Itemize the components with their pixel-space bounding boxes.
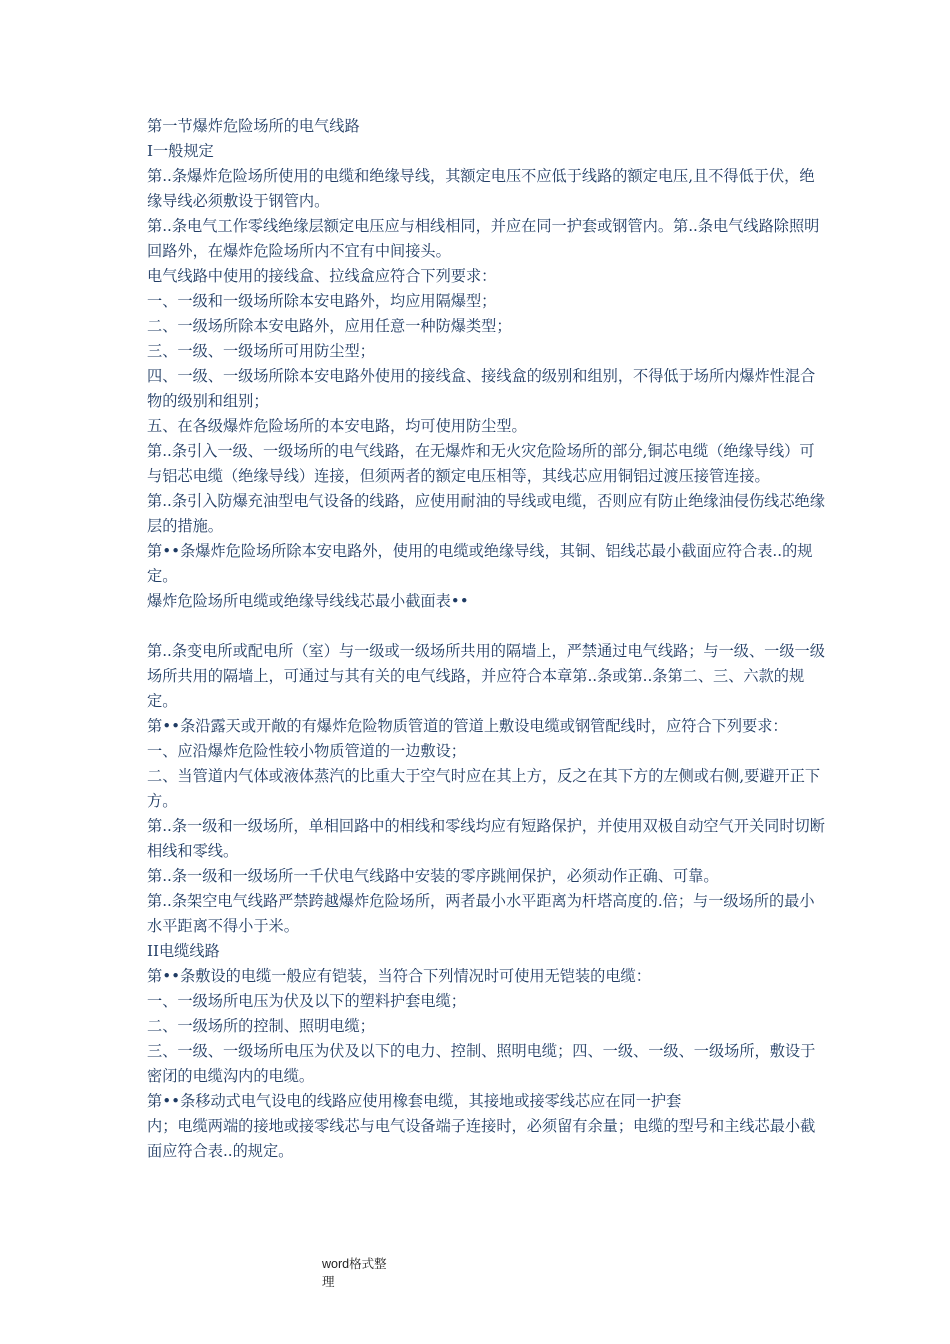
body-paragraph: 第••条敷设的电缆一般应有铠装，当符合下列情况时可使用无铠装的电缆： <box>147 967 651 985</box>
body-paragraph: 内；电缆两端的接地或接零线芯与电气设备端子连接时，必须留有余量；电缆的型号和主线芯最小截面应符合表..的规定。 <box>147 1117 816 1160</box>
list-item: 三、一级、一级场所电压为伏及以下的电力、控制、照明电缆；四、一级、一级、一级场所，敷设于密闭的电缆沟内的电缆。 <box>147 1042 816 1085</box>
list-item: 一、一级和一级场所除本安电路外，均应用隔爆型； <box>147 292 497 310</box>
document-body <box>147 114 827 1164</box>
list-item: 一、应沿爆炸危险性较小物质管道的一边敷设； <box>147 742 466 760</box>
body-paragraph: 第..条电气工作零线绝缘层额定电压应与相线相同，并应在同一护套或钢管内。第..条电气线路除照明回路外，在爆炸危险场所内不宜有中间接头。 <box>147 217 820 260</box>
footer-line: word格式整 <box>322 1257 387 1271</box>
list-item: 四、一级、一级场所除本安电路外使用的接线盒、接线盒的级别和组别，不得低于场所内爆炸性混合物的级别和组别； <box>147 367 816 410</box>
list-item: 二、当管道内气体或液体蒸汽的比重大于空气时应在其上方，反之在其下方的左侧或右侧,要避开正下方。 <box>147 767 821 810</box>
body-paragraph: 第••条沿露天或开敞的有爆炸危险物质管道的管道上敷设电缆或钢管配线时，应符合下列要求： <box>147 717 788 735</box>
subsection-heading: II电缆线路 <box>147 942 220 960</box>
list-item: 三、一级、一级场所可用防尘型； <box>147 342 375 360</box>
subsection-heading: I一般规定 <box>147 142 214 160</box>
body-paragraph: 电气线路中使用的接线盒、拉线盒应符合下列要求： <box>147 267 497 285</box>
body-paragraph: 第..条引入一级、一级场所的电气线路，在无爆炸和无火灾危险场所的部分,铜芯电缆（绝缘导线）可与铝芯电缆（绝缘导线）连接，但须两者的额定电压相等，其线芯应用铜铝过渡压接管连接。 <box>147 442 815 485</box>
body-paragraph: 第..条一级和一级场所一千伏电气线路中安装的零序跳闸保护，必须动作正确、可靠。 <box>147 867 719 885</box>
page-footer <box>322 1255 402 1291</box>
list-item: 二、一级场所的控制、照明电缆； <box>147 1017 375 1035</box>
body-paragraph: 第..条变电所或配电所（室）与一级或一级场所共用的隔墙上，严禁通过电气线路；与一级、一级一级场所共用的隔墙上，可通过与其有关的电气线路，并应符合本章第..条或第..条第二、三、六款的规定。 <box>147 642 825 710</box>
body-paragraph: 第..条爆炸危险场所使用的电缆和绝缘导线，其额定电压不应低于线路的额定电压,且不得低于伏，绝缘导线必须敷设于钢管内。 <box>147 167 815 210</box>
blank-line <box>147 614 827 639</box>
section-title: 第一节爆炸危险场所的电气线路 <box>147 117 360 135</box>
list-item: 二、一级场所除本安电路外，应用任意一种防爆类型； <box>147 317 512 335</box>
body-paragraph: 第••条移动式电气设电的线路应使用橡套电缆，其接地或接零线芯应在同一护套 <box>147 1092 682 1110</box>
body-paragraph: 第••条爆炸危险场所除本安电路外，使用的电缆或绝缘导线，其铜、铝线芯最小截面应符合表..的规定。 <box>147 542 813 585</box>
body-paragraph: 第..条引入防爆充油型电气设备的线路，应使用耐油的导线或电缆，否则应有防止绝缘油侵伤线芯绝缘层的措施。 <box>147 492 825 535</box>
footer-line: 理 <box>322 1275 335 1289</box>
body-paragraph: 第..条架空电气线路严禁跨越爆炸危险场所，两者最小水平距离为杆塔高度的.倍；与一级场所的最小水平距离不得小于米。 <box>147 892 815 935</box>
body-paragraph: 第..条一级和一级场所，单相回路中的相线和零线均应有短路保护，并使用双极自动空气开关同时切断相线和零线。 <box>147 817 825 860</box>
list-item: 一、一级场所电压为伏及以下的塑料护套电缆； <box>147 992 466 1010</box>
table-caption: 爆炸危险场所电缆或绝缘导线线芯最小截面表•• <box>147 592 469 610</box>
list-item: 五、在各级爆炸危险场所的本安电路，均可使用防尘型。 <box>147 417 527 435</box>
